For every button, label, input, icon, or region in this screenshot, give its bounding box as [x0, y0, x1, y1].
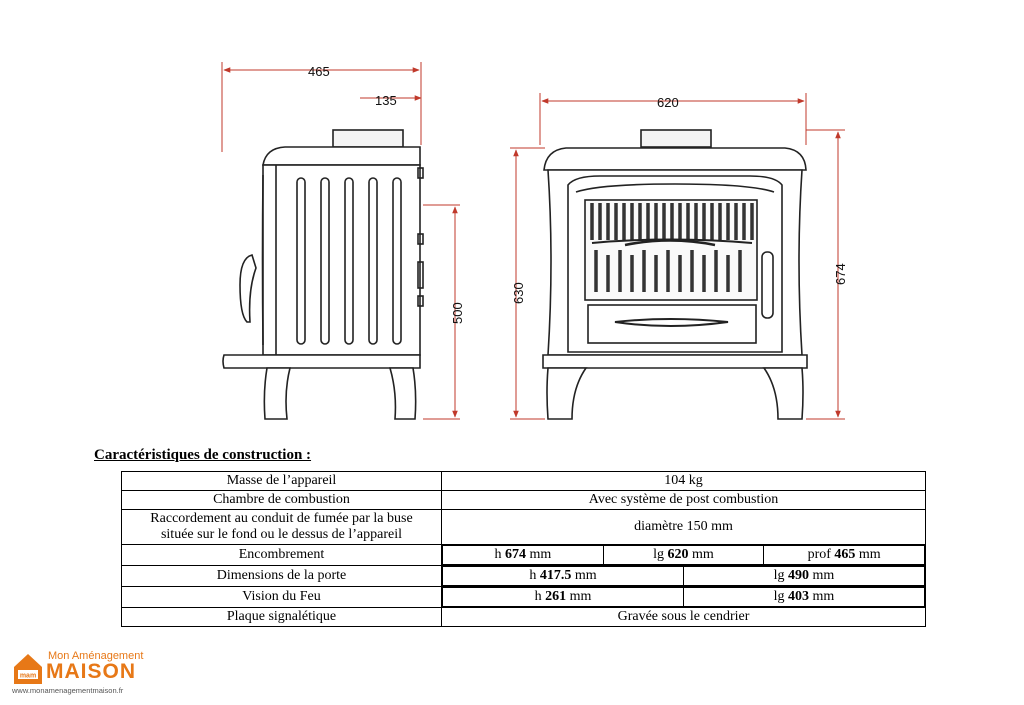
dim-front-width: 620 — [657, 95, 679, 110]
vision-values — [442, 587, 925, 607]
row-values-porte — [442, 566, 926, 587]
encombrement-prof-prefix: prof — [807, 547, 831, 562]
row-value-plaque: Gravée sous le cendrier — [442, 608, 926, 627]
row-value-raccordement: diamètre 150 mm — [442, 510, 926, 545]
encombrement-h-prefix: h — [494, 547, 502, 562]
table-row — [122, 587, 926, 608]
row-value-masse: 104 kg — [442, 472, 926, 491]
table-row — [122, 566, 926, 587]
logo-url: www.monamenagementmaison.fr — [12, 686, 124, 695]
encombrement-h-unit: mm — [529, 547, 552, 562]
porte-values — [442, 566, 925, 586]
svg-text:mam: mam — [19, 672, 37, 680]
table-row — [122, 545, 926, 566]
encombrement-lg — [603, 546, 764, 565]
vision-lg-value: 403 — [788, 589, 810, 604]
encombrement-lg-unit: mm — [692, 547, 714, 562]
porte-lg-value: 490 — [788, 568, 810, 583]
porte-lg-prefix: lg — [773, 568, 785, 583]
row-label-raccordement-line1: Raccordement au conduit de fumée par la buse — [150, 511, 413, 526]
vision-lg-prefix: lg — [773, 589, 785, 604]
table-row — [122, 608, 926, 627]
encombrement-prof — [764, 546, 925, 565]
row-label-masse: Masse de l’appareil — [122, 472, 442, 491]
vision-h-prefix: h — [534, 589, 542, 604]
brand-logo[interactable] — [12, 650, 142, 698]
encombrement-h — [443, 546, 604, 565]
vision-h-unit: mm — [569, 589, 592, 604]
porte-lg — [684, 567, 925, 586]
table-row — [122, 491, 926, 510]
specifications-table — [121, 471, 926, 627]
vision-h-value: 261 — [545, 589, 567, 604]
row-label-raccordement — [122, 510, 442, 545]
porte-h — [443, 567, 684, 586]
encombrement-prof-value: 465 — [834, 547, 856, 562]
row-label-porte: Dimensions de la porte — [122, 566, 442, 587]
front-view-drawing — [543, 130, 807, 419]
encombrement-values — [442, 545, 925, 565]
encombrement-lg-value: 620 — [667, 547, 689, 562]
encombrement-prof-unit: mm — [858, 547, 881, 562]
side-view-drawing — [223, 130, 423, 419]
row-label-raccordement-line2: située sur le fond ou le dessus de l’appareil — [160, 527, 403, 542]
vision-lg — [684, 588, 925, 607]
table-row — [122, 510, 926, 545]
porte-h-unit: mm — [574, 568, 597, 583]
row-label-plaque: Plaque signalétique — [122, 608, 442, 627]
logo-main-text: MAISON — [46, 660, 136, 683]
vision-h — [443, 588, 684, 607]
porte-lg-unit: mm — [812, 568, 835, 583]
dim-front-height-left: 630 — [511, 282, 526, 304]
dim-front-height-right: 674 — [833, 263, 848, 285]
row-value-chambre: Avec système de post combustion — [442, 491, 926, 510]
porte-h-prefix: h — [529, 568, 537, 583]
encombrement-lg-prefix: lg — [653, 547, 665, 562]
dim-flue-offset: 135 — [375, 93, 397, 108]
encombrement-h-value: 674 — [504, 547, 526, 562]
dim-side-height: 500 — [450, 302, 465, 324]
row-label-vision: Vision du Feu — [122, 587, 442, 608]
row-label-encombrement: Encombrement — [122, 545, 442, 566]
row-values-vision — [442, 587, 926, 608]
logo-top-text: Mon Aménagement — [48, 650, 144, 662]
porte-h-value: 417.5 — [539, 568, 572, 583]
row-values-encombrement — [442, 545, 926, 566]
dim-side-width: 465 — [308, 64, 330, 79]
section-title: Caractéristiques de construction : — [94, 447, 312, 463]
row-label-chambre: Chambre de combustion — [122, 491, 442, 510]
table-row — [122, 472, 926, 491]
house-icon — [12, 651, 44, 685]
vision-lg-unit: mm — [812, 589, 835, 604]
